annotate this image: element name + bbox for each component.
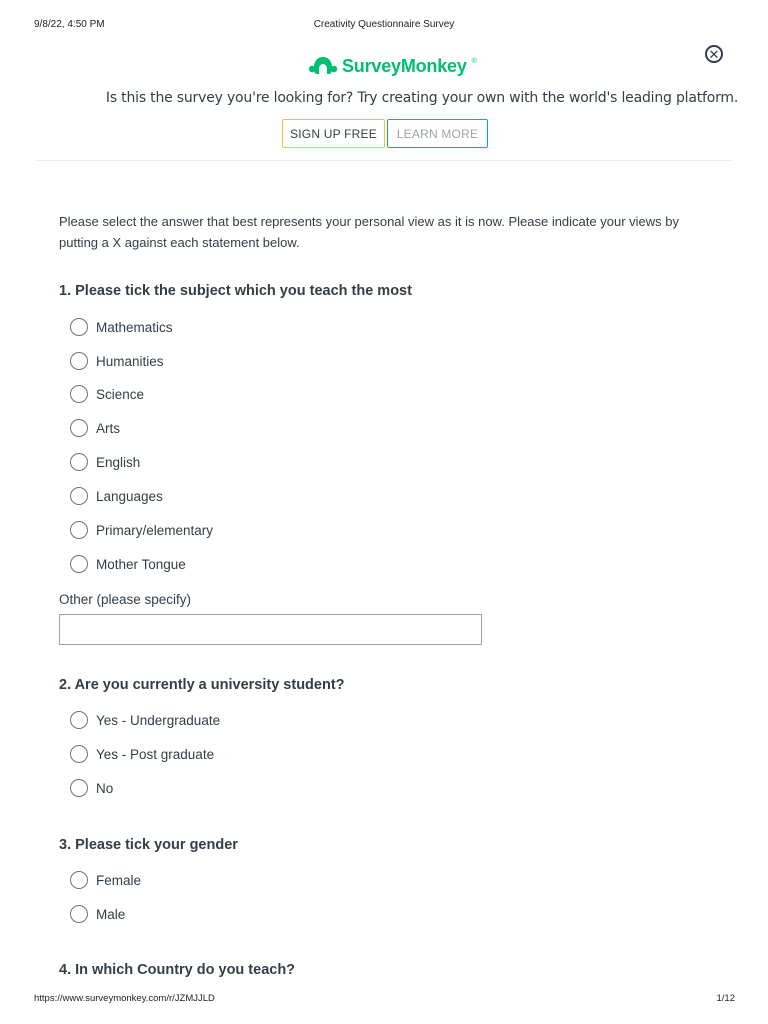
- close-icon[interactable]: ✕: [705, 45, 723, 63]
- radio-button[interactable]: [70, 419, 88, 437]
- option-label: Arts: [96, 420, 121, 436]
- radio-button[interactable]: [70, 352, 88, 370]
- radio-button[interactable]: [70, 779, 88, 797]
- option-arts[interactable]: [70, 417, 120, 439]
- option-languages[interactable]: [70, 485, 163, 507]
- radio-button[interactable]: [70, 487, 88, 505]
- learn-more-button[interactable]: LEARN MORE: [387, 119, 488, 148]
- banner-divider: [36, 160, 733, 161]
- other-specify-label: Other (please specify): [59, 592, 192, 607]
- radio-button[interactable]: [70, 521, 88, 539]
- option-label: Humanities: [96, 353, 164, 369]
- option-label: No: [96, 780, 114, 796]
- print-page-number: 1/12: [716, 993, 735, 1004]
- question-2-title: 2. Are you currently a university student?: [59, 677, 345, 693]
- option-label: Primary/elementary: [96, 522, 214, 538]
- question-3-title: 3. Please tick your gender: [59, 837, 238, 853]
- option-label: Yes - Undergraduate: [96, 712, 221, 728]
- question-4-title: 4. In which Country do you teach?: [59, 962, 296, 978]
- print-header: [0, 14, 768, 34]
- radio-button[interactable]: [70, 871, 88, 889]
- other-specify-input[interactable]: [59, 614, 482, 645]
- print-title: Creativity Questionnaire Survey: [313, 19, 455, 30]
- option-humanities[interactable]: [70, 350, 164, 372]
- radio-button[interactable]: [70, 453, 88, 471]
- option-label: Science: [96, 386, 145, 402]
- option-science[interactable]: [70, 383, 144, 405]
- option-label: Yes - Post graduate: [96, 746, 215, 762]
- surveymonkey-logo[interactable]: [308, 52, 477, 80]
- radio-button[interactable]: [70, 555, 88, 573]
- option-label: Languages: [96, 488, 163, 504]
- promo-text: Is this the survey you're looking for? Try creating your own with the world's leading platform.: [105, 90, 739, 106]
- question-1-title: 1. Please tick the subject which you teach the most: [59, 283, 412, 299]
- radio-button[interactable]: [70, 905, 88, 923]
- option-label: Female: [96, 872, 142, 888]
- option-male[interactable]: [70, 903, 125, 925]
- option-primary-elementary[interactable]: [70, 519, 213, 541]
- survey-intro: Please select the answer that best represents your personal view as it is now. Please indicate your views by putting a X against each statement below.: [59, 214, 679, 250]
- option-mother-tongue[interactable]: [70, 553, 186, 575]
- radio-button[interactable]: [70, 745, 88, 763]
- option-label: Mathematics: [96, 319, 173, 335]
- option-label: Mother Tongue: [96, 556, 186, 572]
- radio-button[interactable]: [70, 385, 88, 403]
- option-label: Male: [96, 906, 126, 922]
- option-yes-post-graduate[interactable]: [70, 743, 214, 765]
- option-yes-undergraduate[interactable]: [70, 709, 220, 731]
- print-url: https://www.surveymonkey.com/r/JZMJJLD: [34, 993, 215, 1004]
- sign-up-free-button[interactable]: SIGN UP FREE: [282, 119, 385, 148]
- option-female[interactable]: [70, 869, 141, 891]
- option-no[interactable]: [70, 777, 113, 799]
- print-datetime: 9/8/22, 4:50 PM: [34, 19, 105, 30]
- option-mathematics[interactable]: [70, 316, 173, 338]
- radio-button[interactable]: [70, 318, 88, 336]
- surveymonkey-logo-icon: [308, 55, 338, 77]
- option-english[interactable]: [70, 451, 140, 473]
- radio-button[interactable]: [70, 711, 88, 729]
- option-label: English: [96, 454, 141, 470]
- logo-trademark: ®: [471, 58, 477, 65]
- print-footer: [0, 993, 768, 1007]
- logo-text: SurveyMonkey: [342, 55, 467, 76]
